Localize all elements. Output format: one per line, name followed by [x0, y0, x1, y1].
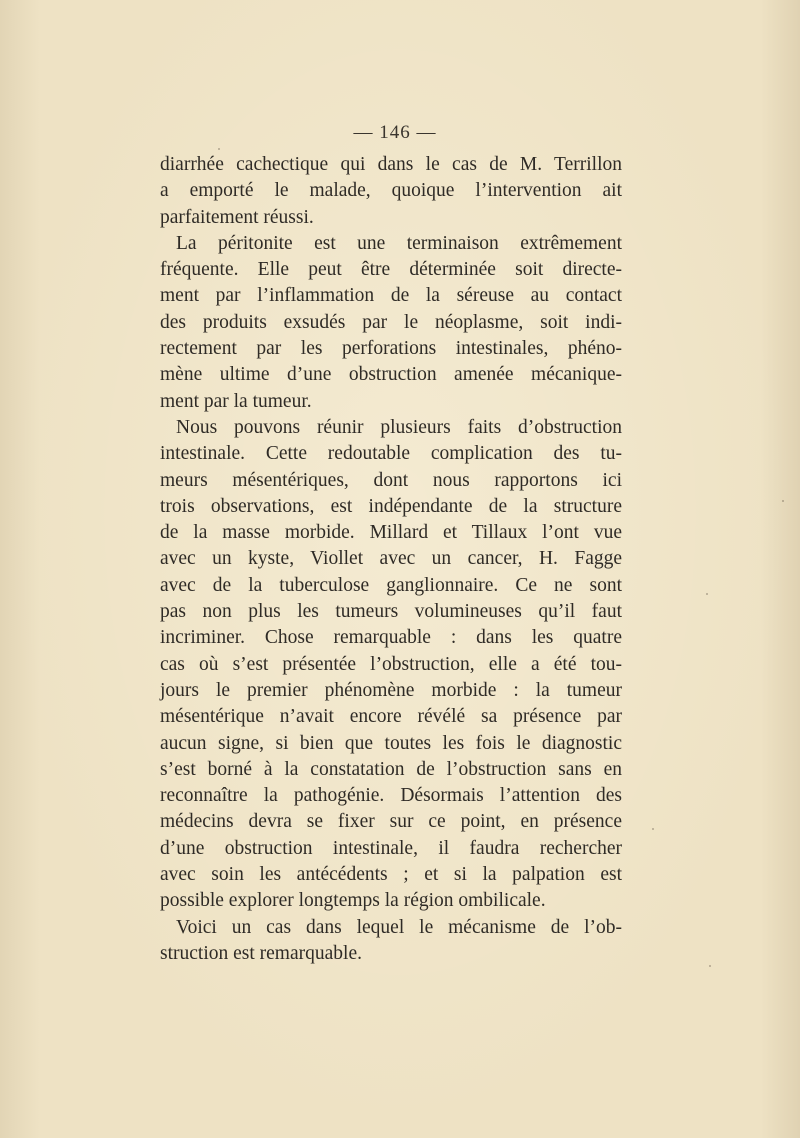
text-line: s’est borné à la constatation de l’obstruction sans en: [160, 758, 622, 780]
text-line: médecins devra se fixer sur ce point, en présence: [160, 811, 622, 833]
paper-speck: [218, 148, 220, 150]
body-text: [160, 152, 622, 967]
text-line: mésentérique n’avait encore révélé sa présence par: [160, 706, 622, 728]
text-line: aucun signe, si bien que toutes les fois le diagnostic: [160, 732, 622, 754]
text-line: de la masse morbide. Millard et Tillaux l’ont vue: [160, 522, 622, 544]
paragraph-first-line: Nous pouvons réunir plusieurs faits d’obstruction: [176, 416, 622, 438]
text-line: parfaitement réussi.: [160, 206, 314, 228]
text-line: trois observations, est indépendante de la structure: [160, 495, 622, 517]
text-line: ment par l’inflammation de la séreuse au contact: [160, 285, 622, 307]
text-line: rectement par les perforations intestinales, phéno-: [160, 338, 622, 360]
paper-speck: [782, 500, 784, 502]
text-line: jours le premier phénomène morbide : la tumeur: [160, 679, 622, 701]
text-line: avec soin les antécédents ; et si la palpation est: [160, 864, 622, 886]
paper-speck: [706, 593, 708, 595]
text-line: pas non plus les tumeurs volumineuses qu’il faut: [160, 601, 622, 623]
paragraph-first-line: La péritonite est une terminaison extrêmement: [176, 232, 622, 254]
text-line: incriminer. Chose remarquable : dans les quatre: [160, 627, 622, 649]
text-line: des produits exsudés par le néoplasme, soit indi-: [160, 311, 622, 333]
text-line: avec de la tuberculose ganglionnaire. Ce ne sont: [160, 574, 622, 596]
text-line: intestinale. Cette redoutable complication des tu-: [160, 443, 622, 465]
page-number: — 146 —: [353, 122, 437, 143]
text-line: d’une obstruction intestinale, il faudra rechercher: [160, 837, 622, 859]
text-line: possible explorer longtemps la région ombilicale.: [160, 890, 546, 912]
text-line: a emporté le malade, quoique l’intervention ait: [160, 180, 622, 202]
text-line: struction est remarquable.: [160, 942, 362, 964]
text-line: reconnaître la pathogénie. Désormais l’attention des: [160, 785, 622, 807]
text-line: ment par la tumeur.: [160, 390, 312, 412]
text-line: diarrhée cachectique qui dans le cas de M. Terrillon: [160, 154, 622, 175]
paragraph-first-line: Voici un cas dans lequel le mécanisme de l’ob-: [176, 916, 622, 938]
text-line: fréquente. Elle peut être déterminée soit directe-: [160, 259, 622, 281]
paper-speck: [709, 965, 711, 967]
paper-speck: [652, 828, 654, 830]
text-line: avec un kyste, Viollet avec un cancer, H. Fagge: [160, 548, 622, 570]
text-line: meurs mésentériques, dont nous rapportons ici: [160, 469, 622, 491]
text-line: cas où s’est présentée l’obstruction, elle a été tou-: [160, 653, 622, 675]
text-line: mène ultime d’une obstruction amenée mécanique-: [160, 364, 622, 386]
